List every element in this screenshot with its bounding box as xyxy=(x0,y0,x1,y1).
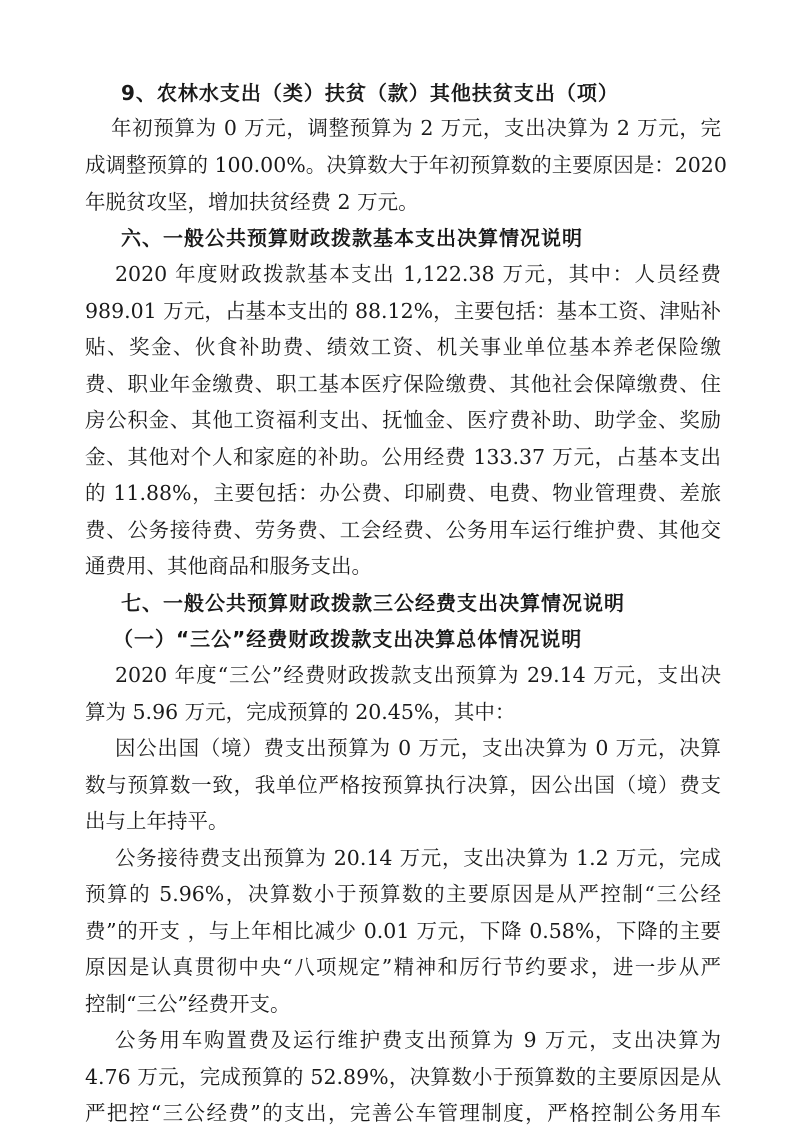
paragraph-line: 贴、奖金、伙食补助费、绩效工资、机关事业单位基本养老保险缴 xyxy=(85,335,721,359)
paragraph-line: 公务接待费支出预算为 20.14 万元，支出决算为 1.2 万元，完成 xyxy=(115,846,721,870)
paragraph-line: 预算的 5.96%，决算数小于预算数的主要原因是从严控制“三公经 xyxy=(85,882,721,906)
paragraph-line: 金、其他对个人和家庭的补助。公用经费 133.37 万元，占基本支出 xyxy=(85,445,721,469)
paragraph-line: 费”的开支 ，与上年相比减少 0.01 万元，下降 0.58%，下降的主要 xyxy=(85,919,721,943)
paragraph-line: 4.76 万元，完成预算的 52.89%，决算数小于预算数的主要原因是从 xyxy=(85,1065,721,1089)
paragraph-line: 公务用车购置费及运行维护费支出预算为 9 万元，支出决算为 xyxy=(115,1028,721,1052)
paragraph-line: 房公积金、其他工资福利支出、抚恤金、医疗费补助、助学金、奖励 xyxy=(85,408,721,432)
paragraph-line: 的 11.88%，主要包括：办公费、印刷费、电费、物业管理费、差旅 xyxy=(85,481,721,505)
paragraph-line: 数与预算数一致，我单位严格按预算执行决算，因公出国（境）费支 xyxy=(85,773,721,797)
paragraph-line: 控制“三公”经费开支。 xyxy=(85,992,291,1016)
paragraph-line: 严把控“三公经费”的支出，完善公车管理制度，严格控制公务用车 xyxy=(85,1101,721,1125)
paragraph-line: 出与上年持平。 xyxy=(85,809,229,833)
paragraph-line: 通费用、其他商品和服务支出。 xyxy=(85,554,372,578)
paragraph-line: 年脱贫攻坚，增加扶贫经费 2 万元。 xyxy=(85,190,419,214)
paragraph-line: 2020 年度“三公”经费财政拨款支出预算为 29.14 万元，支出决 xyxy=(115,663,721,687)
paragraph-line: 原因是认真贯彻中央“八项规定”精神和厉行节约要求，进一步从严 xyxy=(85,955,721,979)
paragraph-line: 因公出国（境）费支出预算为 0 万元，支出决算为 0 万元，决算 xyxy=(115,736,721,760)
paragraph-line: 2020 年度财政拨款基本支出 1,122.38 万元，其中：人员经费 xyxy=(115,262,721,286)
paragraph-line: 989.01 万元，占基本支出的 88.12%，主要包括：基本工资、津贴补 xyxy=(85,299,721,323)
section-heading: 9、农林水支出（类）扶贫（款）其他扶贫支出（项） xyxy=(121,81,619,105)
section-heading: （一）“三公”经费财政拨款支出决算总体情况说明 xyxy=(113,627,583,651)
paragraph-line: 算为 5.96 万元，完成预算的 20.45%，其中： xyxy=(85,700,516,724)
section-heading: 六、一般公共预算财政拨款基本支出决算情况说明 xyxy=(121,226,583,250)
section-heading: 七、一般公共预算财政拨款三公经费支出决算情况说明 xyxy=(121,591,625,615)
paragraph-line: 年初预算为 0 万元，调整预算为 2 万元，支出决算为 2 万元，完 xyxy=(111,116,721,140)
paragraph-line: 成调整预算的 100.00%。决算数大于年初预算数的主要原因是：2020 xyxy=(85,153,727,177)
paragraph-line: 费、公务接待费、劳务费、工会经费、公务用车运行维护费、其他交 xyxy=(85,518,721,542)
paragraph-line: 费、职业年金缴费、职工基本医疗保险缴费、其他社会保障缴费、住 xyxy=(85,372,721,396)
